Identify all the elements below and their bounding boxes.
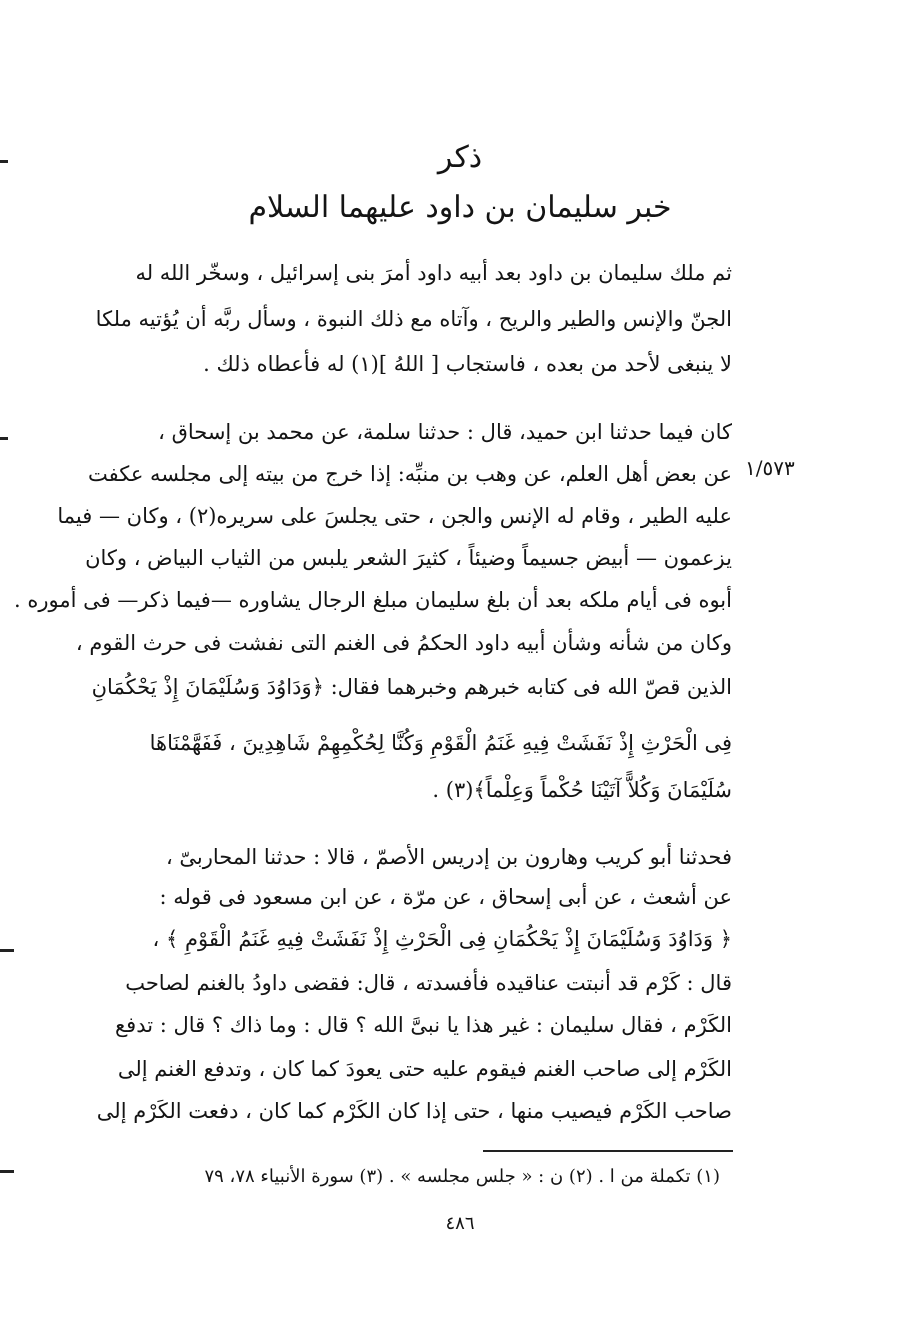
edge-mark [0,437,8,440]
page-number: ٤٨٦ [445,1213,475,1234]
text-line: لا ينبغى لأحد من بعده ، فاستجاب [ اللهُ ](١) له فأعطاه ذلك . [203,352,732,376]
text-line: الكَرْم ، فقال سليمان : غير هذا يا نبىَّ الله ؟ قال : وما ذاك ؟ قال : تدفع [115,1013,732,1037]
edge-mark [0,160,8,163]
text-line: أبوه فى أيام ملكه بعد أن بلغ سليمان مبلغ الرجال يشاوره —فيما ذكر— فى أموره . [14,588,732,612]
text-line: صاحب الكَرْم فيصيب منها ، حتى إذا كان الكَرْم كما كان ، دفعت الكَرْم إلى [96,1099,732,1123]
text-line: سُلَيْمَانَ وَكُلاًّ آتَيْنَا حُكْماً وَعِلْماً﴾(٣) . [432,778,732,802]
text-line: ﴿ وَدَاوُدَ وَسُلَيْمَانَ إِذْ يَحْكُمَانِ فِى الْحَرْثِ إِذْ نَفَشَتْ فِيهِ غَنَمُ الْقَوْمِ ﴾ ، [152,927,732,951]
text-line: فِى الْحَرْثِ إِذْ نَفَشَتْ فِيهِ غَنَمُ الْقَوْمِ وَكُنَّا لِحُكْمِهِمْ شَاهِدِينَ ، فَفَهَّمْنَاهَا [149,731,732,755]
footnotes: (١) تكملة من ا . (٢) ن : « جلس مجلسه » . (٣) سورة الأنبياء ٧٨، ٧٩ [204,1166,720,1187]
text-line: عن أشعث ، عن أبى إسحاق ، عن مرّة ، عن ابن مسعود فى قوله : [159,885,732,909]
text-line: فحدثنا أبو كريب وهارون بن إدريس الأصمّ ، قالا : حدثنا المحاربىّ ، [165,845,732,869]
text-line: عليه الطير ، وقام له الإنس والجن ، حتى يجلسَ على سريره(٢) ، وكان — فيما [57,504,732,528]
text-line: عن بعض أهل العلم، عن وهب بن منبِّه: إذا خرج من بيته إلى مجلسه عكفت [87,462,732,486]
text-line: الجنّ والإنس والطير والريح ، وآتاه مع ذلك النبوة ، وسأل ربَّه أن يُؤتيه ملكا [95,307,732,331]
footnote-rule [483,1150,733,1152]
margin-page-reference: ١/٥٧٣ [745,456,795,480]
section-title: خبر سليمان بن داود عليهما السلام [248,190,672,225]
text-line: ثم ملك سليمان بن داود بعد أبيه داود أمرَ بنى إسرائيل ، وسخّر الله له [135,261,732,285]
edge-mark [0,949,14,952]
text-line: وكان من شأنه وشأن أبيه داود الحكمُ فى الغنم التى نفشت فى حرث القوم ، [75,631,732,655]
section-heading: ذكر [437,140,483,175]
text-line: قال : كَرْم قد أنبتت عناقيده فأفسدته ، قال: فقضى داودُ بالغنم لصاحب [125,971,732,995]
text-line: يزعمون — أبيض جسيماً وضيئاً ، كثيرَ الشعر يلبس من الثياب البياض ، وكان [85,546,732,570]
edge-mark [0,1170,14,1173]
text-line: الذين قصّ الله فى كتابه خبرهم وخبرهما فقال: ﴿وَدَاوُدَ وَسُلَيْمَانَ إِذْ يَحْكُمَانِ [91,675,732,699]
text-line: كان فيما حدثنا ابن حميد، قال : حدثنا سلمة، عن محمد بن إسحاق ، [158,420,732,444]
text-line: الكَرْم إلى صاحب الغنم فيقوم عليه حتى يعودَ كما كان ، وتدفع الغنم إلى [117,1057,732,1081]
